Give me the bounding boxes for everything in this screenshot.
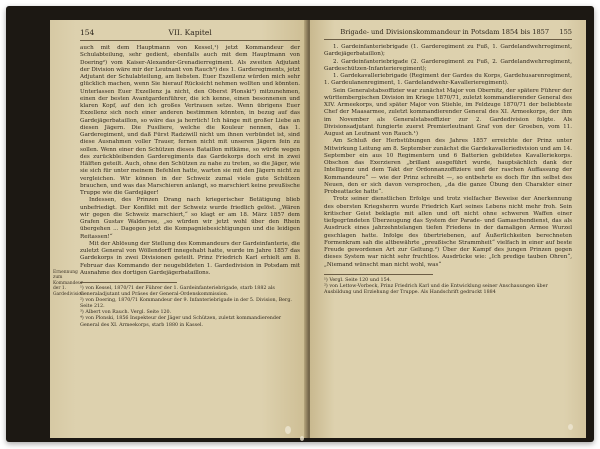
footnote: ⁴) von Plonski, 1856 Inspekteur der Jäger und Schützen, zuletzt kommandierender General des XI. Armeekorps, starb 1880 in Kassel.	[80, 316, 282, 328]
right-page	[310, 20, 586, 438]
footnote: ²) von Lettow-Vorbeck, Prinz Friedrich Karl und die Entwicklung seiner Anschauungen über Ausbildung und Erziehung der Truppe. Als Handschrift gedruckt 1884	[324, 283, 548, 295]
paragraph: Am Schluß der Herbstübungen des Jahres 1857 erreichte der Prinz unter Mitwirkung Leitung am 8. September zunächst die Gardekavalleriedivision und am 14. September ein aus 10 Regimentern und 6 Batterien gebildetes Kavalleriekorps. Obschon das Exerzieren „brillant ausgeführt wurde, hauptsächlich dank der Intelligenz und dem Takt der Ordonnanzoffiziere und der raschen Auffassung der Kommandeure“ — wie der Prinz schreibt —, so entbehrte es doch für ihn selbst des Neuen, den er sich davon versprochen, „da die ganze Übung den Charakter einer Probeattacke hatte“.	[324, 138, 572, 195]
paragraph: 2. Gardeinfanteriebrigade (2. Garderegiment zu Fuß, 2. Gardelandwehrregiment, Gardeschützen-Infanterieregiment);	[324, 58, 572, 72]
footnote-rule	[80, 282, 177, 283]
paragraph: Sein Generalstabsoffizier war zunächst Major von Obernitz, der spätere Führer der württembergischen Division im Kriege 1870/71, zuletzt kommandierender General des XIV. Armeekorps, und später Major von Stiehle, im Feldzuge 1870/71 der beliebteste Chef der Maasarmee, zuletzt kommandierender General des XI. Armeekorps, der ihm im November als Generalstabsoffizier zur 2. Gardedivision folgte. Als Divisionsadjutant fungierte zuerst Premierleutnant Graf von der Groeben, vom 11. August an Leutnant von Rauch.¹)	[324, 87, 572, 137]
page-number: 155	[559, 28, 572, 36]
page-blemish	[300, 436, 304, 441]
left-page	[50, 20, 308, 438]
page-blemish	[568, 424, 573, 430]
book	[6, 6, 594, 442]
page-blemish	[285, 426, 291, 434]
footnote: ²) von Doering, 1870/71 Kommandeur der 9. Infanteriebrigade in der 5. Division, Berg. Seite 212.	[80, 298, 292, 310]
footnote: ¹) von Kessel, 1870/71 der Führer der 1. Gardeinfanteriebrigade, starb 1882 als Generaladjutant und Präses der General-Ordenskommission.	[80, 286, 275, 298]
left-body	[80, 45, 300, 277]
footnote: ¹) Vergl. Seite 120 und 154.	[324, 277, 392, 283]
left-footnotes	[80, 286, 300, 329]
right-body	[324, 44, 572, 269]
running-head: VII. Kapitel	[168, 28, 212, 37]
marginal-note: Ernennung zum Kommandeur der 1. Gardedivision	[53, 270, 84, 297]
paragraph: 1. Gardekavalleriebrigade (Regiment der Gardes du Korps, Gardehusarenregiment, 1. Gardeulanenregiment, 1. Gardelandwehr-Kavallerieregiment).	[324, 73, 572, 87]
running-head: Brigade- und Divisionskommandeur in Potsdam 1854 bis 1857	[340, 28, 550, 36]
page-number: 154	[80, 28, 95, 37]
right-footnotes	[324, 278, 572, 296]
paragraph: Indessen, des Prinzen Drang nach kriegerischer Betätigung blieb unbefriedigt. Der Konflikt mit der Schweiz wurde friedlich gelöst. „Wären wir gegen die Schweiz marschiert,“ so klagt er am 18. März 1857 dem Grafen Gustav Waldersee, „so würden wir jetzt wohl über den Rhein übergehen ... Dagegen jetzt die Kompagniebesichtigungen und die leidigen Reitassen!“	[80, 197, 300, 240]
paragraph: Mit der Ablösung der Stellung des Kommandeurs der Gardeinfanterie, die zuletzt General von Wöllendorff innegehabt hatte, wurde im Jahre 1857 das Gardekorps in zwei Divisionen geteilt. Prinz Friedrich Karl erhielt am 8. Februar das Kommando der neugebildeten 1. Gardedivision in Potsdam mit Ausnahme des dortigen Gardejägerbataillons.	[80, 240, 300, 276]
right-page-header	[324, 28, 572, 40]
footnote-rule	[324, 274, 433, 275]
paragraph: Trotz seiner dienstlichen Erfolge und trotz vielfacher Beweise der Anerkennung des obersten Kriegsherrn wurde Friedrich Karl seines Lebens nicht mehr froh. Sein kritischer Geist beklagte mit allen und oft nicht ohne schweren Waffen einer tiefgegründeten Überzeugung das System der Parade- und Gamaschendienst, das als Ausdruck eines jahrzehntelangen tiefen Friedens in der damaligen Armee Wurzel geschlagen hatte. Infolge des übertriebenen, auf Äußerlichkeiten berechneten Formenkram sah die altbewährte „preußische Strammheit“ vielfach in einer auf beste Freude gewordenen Art zur Geltung.²) Über der Kampf des jungen Prinzen gegen dieses System war nicht sehr fruchtlos. Ausdrücke wie: „Ich predige tauben Ohren“, „Niemand wünscht man nicht wohl, was“	[324, 196, 572, 268]
left-page-header	[80, 28, 300, 41]
footnote: ³) Albert von Rauch. Vergl. Seite 120.	[80, 310, 172, 316]
paragraph: 1. Gardeinfanteriebrigade (1. Garderegiment zu Fuß, 1. Gardelandwehrregiment, Gardejägerbataillon);	[324, 44, 572, 58]
paragraph: auch mit dem Hauptmann von Kessel,¹) jetzt Kommandeur der Schulabteilung, sehr gedient, ebenfalls auch mit dem Hauptmann von Doering²) vom Kaiser-Alexander-Grenadierregiment. Als zweiten Adjutant der Division wäre mir der Leutnant von Rauch³) des 1. Garderegiments, jetzt Adjutant der Schulabteilung, am liebsten. Euer Exzellenz würden mich sehr glücklich machen, wenn Sie hierauf Rücksicht nehmen wollten und könnten. Unterlassen Euer Exzellenz ja nicht, den Oberst Plonski⁴) mitzunehmen, einen der besten Avantgardenführer, die ich kenne, einen besonnenen und klaren Kopf, auf den ich großes Vertrauen setze. Wenn übrigens Euer Exzellenz sich noch einer anderen bestimmen könnten, in bezug auf das Gardejägerbataillon, so wäre das ja herrlich! Ich hänge mit großer Liebe an diesen Jägern. Die Fusiliere, welche die Kouleur nennen, das 1. Garderegiment, und daß Fürst Radziwill nicht um ihnen verbündet ist, sind diese Ausnahmen voller Trauer, fernen nicht mit unseren Jägern fein zu sollen. Wenn einer den Schützen dieses Bataillon mitkäme, so würde wegen des zurückbleibenden Garderegiments das Gardekorps doch erst in zwei Hälften geteilt. Auch, ohne den Schützen zu nahe zu treten, so die Jäger, wie sie sich für unter meinem Befehlen hatte, warten sie mit den Jägern nicht zu vergleichen. Wir können in der Schweiz zumal viele gute Schützen brauchen, und was das Marschieren anlangt, so marschiert keine preußische Truppe wie die Gardejäger!	[80, 45, 300, 196]
